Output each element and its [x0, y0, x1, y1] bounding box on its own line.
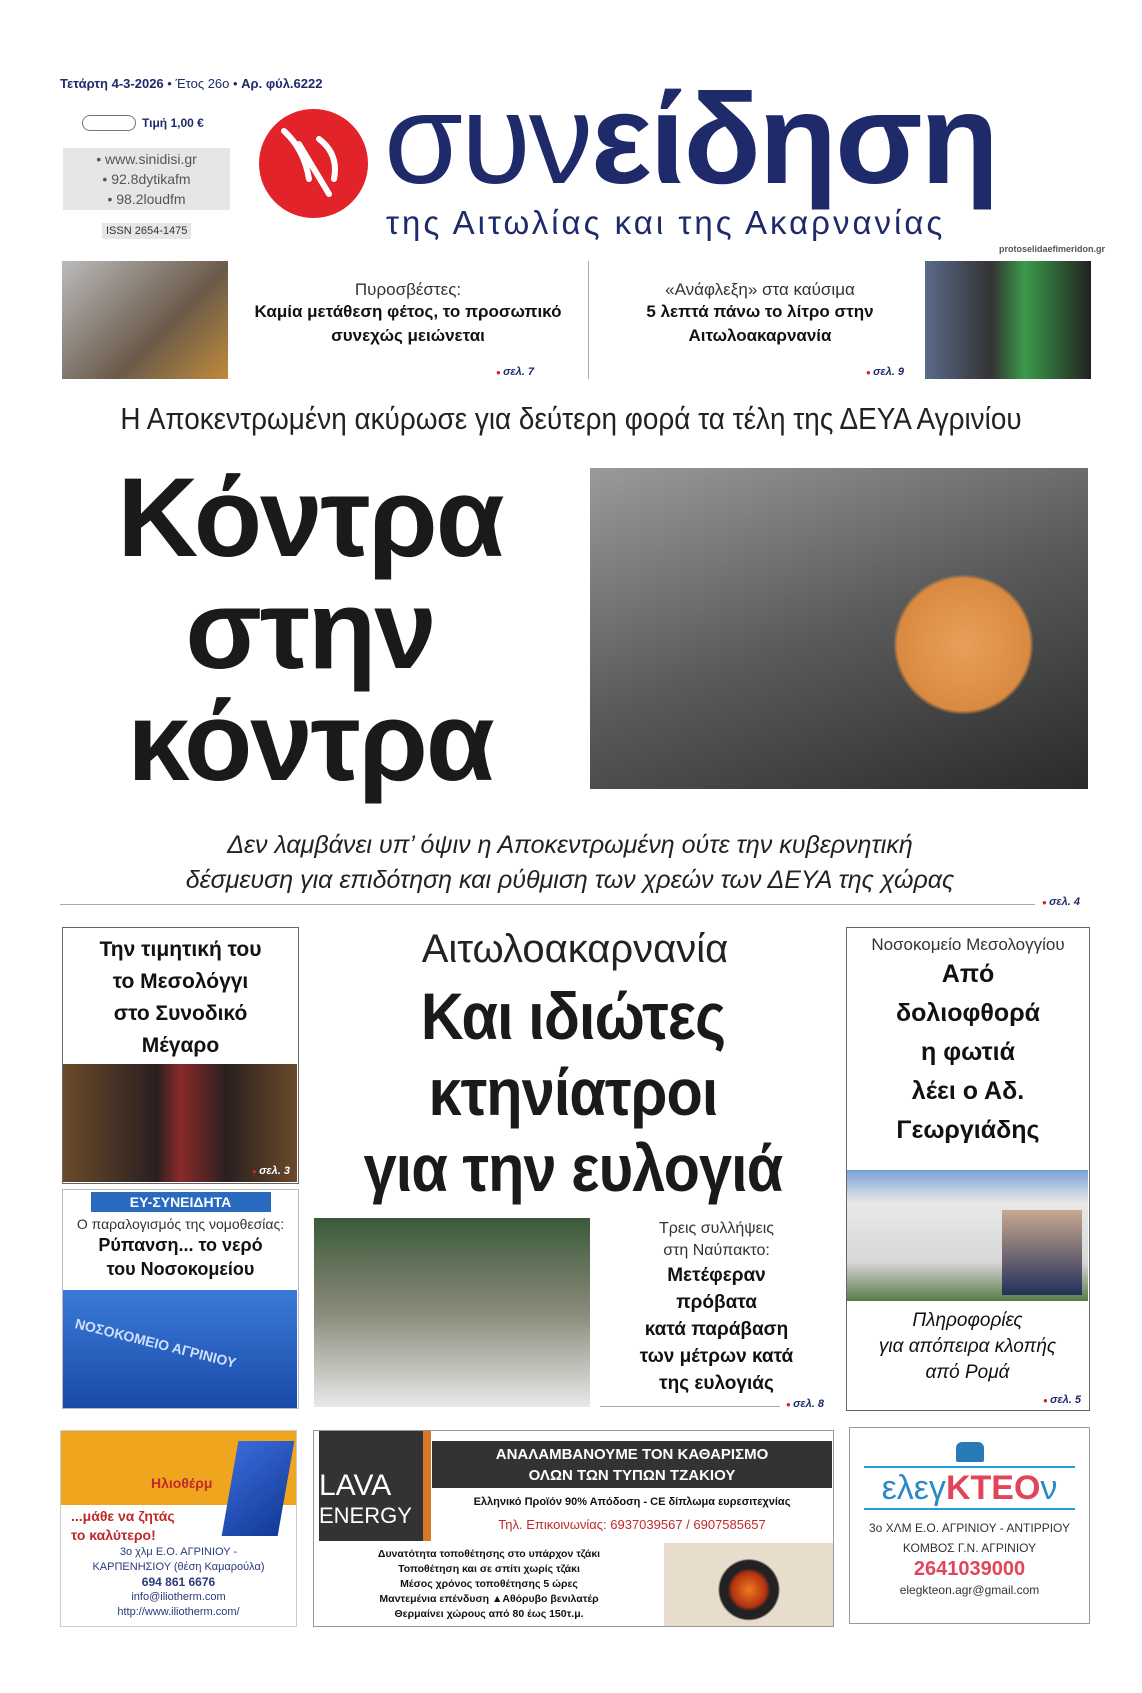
- sub-line: από Ρομά: [925, 1362, 1010, 1383]
- page-ref: ● σελ. 7: [496, 366, 534, 378]
- brand-part: ν: [1040, 1469, 1058, 1507]
- water-tap-money-photo: [590, 468, 1088, 789]
- column-box[interactable]: [62, 1189, 299, 1409]
- headline: [63, 934, 298, 1062]
- lead-kicker: Η Αποκεντρωμένη ακύρωσε για δεύτερη φορά τα τέλη της ΔΕΥΑ Αγρινίου: [120, 401, 1022, 436]
- feature: Μέσος χρόνος τοποθέτησης 5 ώρες: [400, 1578, 578, 1590]
- page-ref: ● σελ. 8: [786, 1398, 824, 1410]
- page-ref: ● σελ. 3: [252, 1165, 290, 1177]
- headline-line: της ευλογιάς: [659, 1373, 774, 1394]
- column-label: ΕΥ-ΣΥΝΕΙΔΗΤΑ: [91, 1192, 271, 1212]
- price-row: [82, 115, 204, 131]
- headline-line: δολιοφθορά: [895, 999, 1041, 1027]
- divider: [60, 904, 1035, 905]
- page-ref: ● σελ. 9: [866, 366, 904, 378]
- vets-sheep-photo: [314, 1218, 590, 1407]
- firefighters-photo: [62, 261, 228, 379]
- price: Τιμή 1,00 €: [142, 116, 204, 130]
- headline-line: στο Συνοδικό: [113, 1002, 248, 1025]
- headline-line: Μέγαρο: [141, 1034, 220, 1057]
- headline: [604, 1262, 829, 1397]
- address-line: 3ο χλμ Ε.Ο. ΑΓΡΙΝΙΟΥ -: [119, 1546, 238, 1558]
- fuel-pump-photo: [925, 261, 1091, 379]
- headline-line: κατά παράβαση: [644, 1319, 789, 1340]
- fireplace-photo: [664, 1543, 834, 1627]
- sub-line: για απόπειρα κλοπής: [878, 1336, 1057, 1357]
- kicker: Πυροσβέστες:: [354, 280, 462, 299]
- headline-line: Μετέφεραν: [667, 1265, 766, 1286]
- url[interactable]: http://www.iliotherm.com/: [117, 1606, 240, 1618]
- headline-line: για την ευλογιά: [363, 1131, 783, 1205]
- headline: [63, 1233, 298, 1281]
- contact: [61, 1545, 296, 1620]
- phones: Τηλ. Επικοινωνίας: 6937039567 / 6907585657: [498, 1517, 766, 1532]
- headline-line: Γεωργιάδης: [896, 1116, 1040, 1144]
- phone: 694 861 6676: [141, 1575, 216, 1589]
- lava-logo: [319, 1431, 431, 1541]
- email[interactable]: info@iliotherm.com: [131, 1591, 226, 1603]
- features: [324, 1547, 654, 1622]
- contact: [850, 1518, 1089, 1600]
- brand: Ηλιοθέρμ: [151, 1475, 213, 1491]
- headline-line: Την τιμητική του: [99, 938, 262, 961]
- links-box: [63, 148, 230, 210]
- headline-line: Από: [941, 960, 995, 988]
- sub-headline: [847, 1308, 1088, 1386]
- kicker: Νοσοκομείο Μεσολογγίου: [871, 935, 1065, 954]
- headline-line: το Μεσολόγγι: [112, 970, 249, 993]
- issue-number: Αρ. φύλ.6222: [241, 76, 323, 91]
- car-check-icon: [956, 1442, 984, 1462]
- address-line: ΚΟΜΒΟΣ Γ.Ν. ΑΓΡΙΝΙΟΥ: [902, 1541, 1037, 1555]
- headline-line: κτηνίατροι: [428, 1055, 718, 1129]
- ad-lava-energy[interactable]: [313, 1430, 834, 1627]
- date: Τετάρτη 4-3-2026: [60, 76, 164, 91]
- brand-line: ENERGY: [319, 1503, 412, 1528]
- brand-part: ελεγ: [881, 1469, 946, 1507]
- feature: Μαντεμένια επένδυση ▲Αθόρυβο βενιλατέρ: [379, 1593, 599, 1605]
- center-headline[interactable]: [330, 978, 816, 1206]
- story-box-mesolonghi[interactable]: [62, 927, 299, 1184]
- center-kicker: Αιτωλοακαρνανία: [421, 927, 729, 971]
- subtitle-line: Δεν λαμβάνει υπ’ όψιν η Αποκεντρωμένη ούτε την κυβερνητική: [227, 831, 913, 859]
- headline-line: των μέτρων κατά: [639, 1346, 794, 1367]
- issue-line: Τετάρτη 4-3-2026 • Έτος 26ο • Αρ. φύλ.6222: [60, 76, 323, 91]
- issn: ISSN 2654-1475: [102, 223, 191, 239]
- headline: 5 λεπτά πάνω το λίτρο στην Αιτωλοακαρνανία: [646, 302, 874, 345]
- website-link[interactable]: • www.sinidisi.gr: [96, 151, 197, 167]
- headline-line: πρόβατα: [676, 1292, 757, 1313]
- radio-link[interactable]: • 98.2loudfm: [107, 191, 186, 207]
- newspaper-subtitle: της Αιτωλίας και της Ακαρνανίας: [386, 204, 946, 241]
- headline-line: Ρύπανση... το νερό: [98, 1235, 263, 1255]
- page-ref: ● σελ. 4: [1042, 896, 1080, 908]
- ad-banner: [61, 1431, 296, 1505]
- address-line: 3ο ΧΛΜ Ε.Ο. ΑΓΡΙΝΙΟΥ - ΑΝΤΙΡΡΙΟΥ: [868, 1521, 1071, 1535]
- side-story[interactable]: [604, 1218, 829, 1397]
- page-ref: ● σελ. 5: [1043, 1394, 1081, 1406]
- lead-headline[interactable]: [70, 455, 550, 804]
- brand-line: LAVA: [319, 1469, 392, 1502]
- brand-part: ΚΤΕΟ: [945, 1469, 1041, 1507]
- politician-portrait: [1002, 1210, 1082, 1295]
- kicker: [604, 1218, 829, 1262]
- tagline: Ελληνικό Προϊόν 90% Απόδοση - CE δίπλωμα ευρεσιτεχνίας: [473, 1496, 791, 1508]
- radio-link[interactable]: • 92.8dytikafm: [102, 171, 191, 187]
- headline-line: Και ιδιώτες: [420, 979, 726, 1053]
- hospital-sign-text: ΝΟΣΟΚΟΜΕΙΟ ΑΓΡΙΝΙΟΥ: [73, 1315, 238, 1371]
- title-part-light: συν: [384, 68, 591, 211]
- subtitle-line: δέσμευση για επιδότηση και ρύθμιση των χρεών των ΔΕΥΑ της χώρας: [185, 866, 955, 894]
- feature: Τοποθέτηση και σε σπίτι χωρίς τζάκι: [398, 1563, 580, 1575]
- hospital-building-photo: [847, 1170, 1088, 1301]
- hospital-sign-photo: [63, 1290, 297, 1408]
- banner-line: ΑΝΑΛΑΜΒΑΝΟΥΜΕ ΤΟΝ ΚΑΘΑΡΙΣΜΟ: [495, 1446, 769, 1463]
- email[interactable]: elegkteon.agr@gmail.com: [899, 1583, 1040, 1597]
- feature: Δυνατότητα τοποθέτησης στο υπάρχον τζάκι: [377, 1548, 601, 1560]
- feature: Θερμαίνει χώρους από 80 έως 150τ.μ.: [394, 1608, 584, 1620]
- banner-line: ΟΛΩΝ ΤΩΝ ΤΥΠΩΝ ΤΖΑΚΙΟΥ: [528, 1467, 736, 1484]
- logo-pen-icon: [259, 109, 368, 218]
- address-line: ΚΑΡΠΕΝΗΣΙΟΥ (θέση Καμαρούλα): [92, 1561, 265, 1573]
- divider: [864, 1508, 1075, 1510]
- kicker-line: Τρεις συλλήψεις: [658, 1220, 775, 1237]
- kicker: Ο παραλογισμός της νομοθεσίας:: [76, 1216, 285, 1232]
- headline-line: Κόντρα: [117, 455, 503, 580]
- brand: [850, 1468, 1089, 1508]
- title-part-bold: είδηση: [591, 68, 997, 211]
- slogan-line: το καλύτερο!: [71, 1527, 156, 1543]
- newspaper-title: [384, 68, 997, 211]
- kicker: «Ανάφλεξη» στα καύσιμα: [665, 280, 855, 299]
- slogan-line: ...μάθε να ζητάς: [71, 1508, 175, 1524]
- headline-line: του Νοσοκομείου: [106, 1259, 255, 1279]
- headline-line: κόντρα: [127, 679, 493, 804]
- headline-line: στην: [185, 567, 435, 692]
- year: Έτος 26ο: [175, 76, 230, 91]
- sub-line: Πληροφορίες: [912, 1310, 1023, 1331]
- headline: Καμία μετάθεση φέτος, το προσωπικό συνεχώς μειώνεται: [254, 302, 562, 345]
- divider: [588, 261, 589, 379]
- headline-line: λέει ο Αδ.: [911, 1077, 1025, 1105]
- ad-banner: [432, 1441, 832, 1488]
- top-story-1[interactable]: [238, 280, 578, 348]
- phone: 2641039000: [913, 1558, 1026, 1580]
- lead-subtitle: [60, 828, 1080, 898]
- top-story-2[interactable]: [600, 280, 920, 348]
- ad-iliotherm[interactable]: [60, 1430, 297, 1627]
- divider: [600, 1406, 780, 1407]
- kicker-line: στη Ναύπακτο:: [663, 1242, 770, 1259]
- ad-elegkteon[interactable]: [849, 1427, 1090, 1624]
- watermark: protoselidaefimeridon.gr: [999, 244, 1106, 254]
- postage-stamp-icon: [82, 115, 136, 131]
- headline: [847, 955, 1089, 1150]
- story-box-hospital[interactable]: [846, 927, 1090, 1411]
- headline-line: η φωτιά: [921, 1038, 1015, 1066]
